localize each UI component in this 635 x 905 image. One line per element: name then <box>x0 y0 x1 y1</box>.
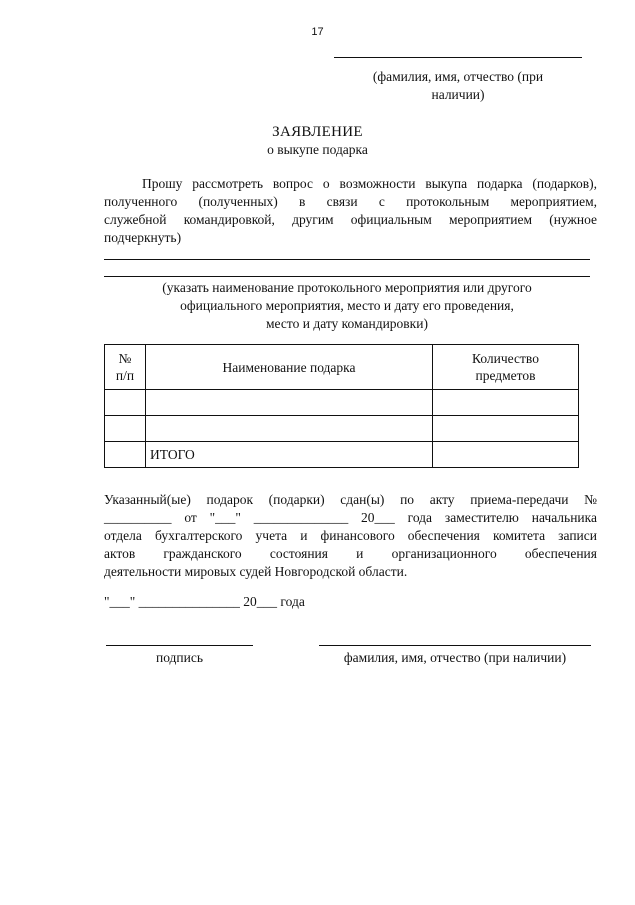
table-cell-number[interactable] <box>105 442 146 468</box>
col-header-number <box>105 345 146 390</box>
date-line[interactable]: "___" _______________ 20___ года <box>104 594 305 609</box>
table-cell-number[interactable] <box>105 416 146 442</box>
applicant-caption-line-2: наличии) <box>431 87 485 102</box>
signature-caption: подпись <box>155 650 204 665</box>
request-line-4: подчеркнуть) <box>104 230 182 245</box>
table-header-row <box>105 345 579 390</box>
table-cell-quantity[interactable] <box>433 416 579 442</box>
table-row <box>105 390 579 416</box>
event-line-1[interactable] <box>104 259 590 260</box>
event-caption <box>104 279 590 333</box>
event-caption-line-2: официального мероприятия, место и дату его проведения, <box>180 298 514 313</box>
gifts-table <box>104 344 579 468</box>
document-title: ЗАЯВЛЕНИЕ <box>272 124 363 140</box>
handover-paragraph <box>104 491 597 581</box>
request-line-3: служебной командировкой, другим официальным мероприятием (нужное <box>104 212 597 227</box>
col-header-quantity-line-1: Количество <box>472 351 539 366</box>
full-name-line[interactable] <box>319 645 591 646</box>
total-label: ИТОГО <box>146 442 433 468</box>
col-header-gift-name: Наименование подарка <box>146 345 433 390</box>
table-cell-gift-name[interactable] <box>146 416 433 442</box>
event-caption-line-3: место и дату командировки) <box>266 316 428 331</box>
applicant-name-line <box>334 57 582 58</box>
handover-line-4: актов гражданского состояния и организационного обеспечения <box>104 546 597 561</box>
handover-line-1: Указанный(ые) подарок (подарки) сдан(ы) по акту приема-передачи № <box>104 492 597 507</box>
request-paragraph <box>104 175 597 247</box>
table-cell-total-quantity[interactable] <box>433 442 579 468</box>
request-line-2: полученного (полученных) в связи с протокольным мероприятием, <box>104 194 597 209</box>
signature-line[interactable] <box>106 645 253 646</box>
table-total-row <box>105 442 579 468</box>
col-header-number-line-1: № <box>118 351 132 366</box>
col-header-number-line-2: п/п <box>115 368 135 383</box>
handover-line-2: __________ от "___" ______________ 20___ года заместителю начальника <box>104 510 597 525</box>
applicant-caption <box>334 68 582 104</box>
table-cell-number[interactable] <box>105 390 146 416</box>
table-cell-quantity[interactable] <box>433 390 579 416</box>
handover-line-5: деятельности мировых судей Новгородской области. <box>104 564 408 579</box>
applicant-caption-line-1: (фамилия, имя, отчество (при <box>372 69 544 84</box>
table-cell-gift-name[interactable] <box>146 390 433 416</box>
page-number: 17 <box>311 26 324 38</box>
handover-line-3: отдела бухгалтерского учета и финансового обеспечения комитета записи <box>104 528 597 543</box>
event-caption-line-1: (указать наименование протокольного мероприятия или другого <box>162 280 532 295</box>
full-name-caption: фамилия, имя, отчество (при наличии) <box>343 650 567 665</box>
table-row <box>105 416 579 442</box>
col-header-quantity-line-2: предметов <box>475 368 536 383</box>
col-header-quantity <box>433 345 579 390</box>
document-subtitle: о выкупе подарка <box>267 142 368 157</box>
event-line-2[interactable] <box>104 276 590 277</box>
request-line-1: Прошу рассмотреть вопрос о возможности выкупа подарка (подарков), <box>142 176 597 191</box>
